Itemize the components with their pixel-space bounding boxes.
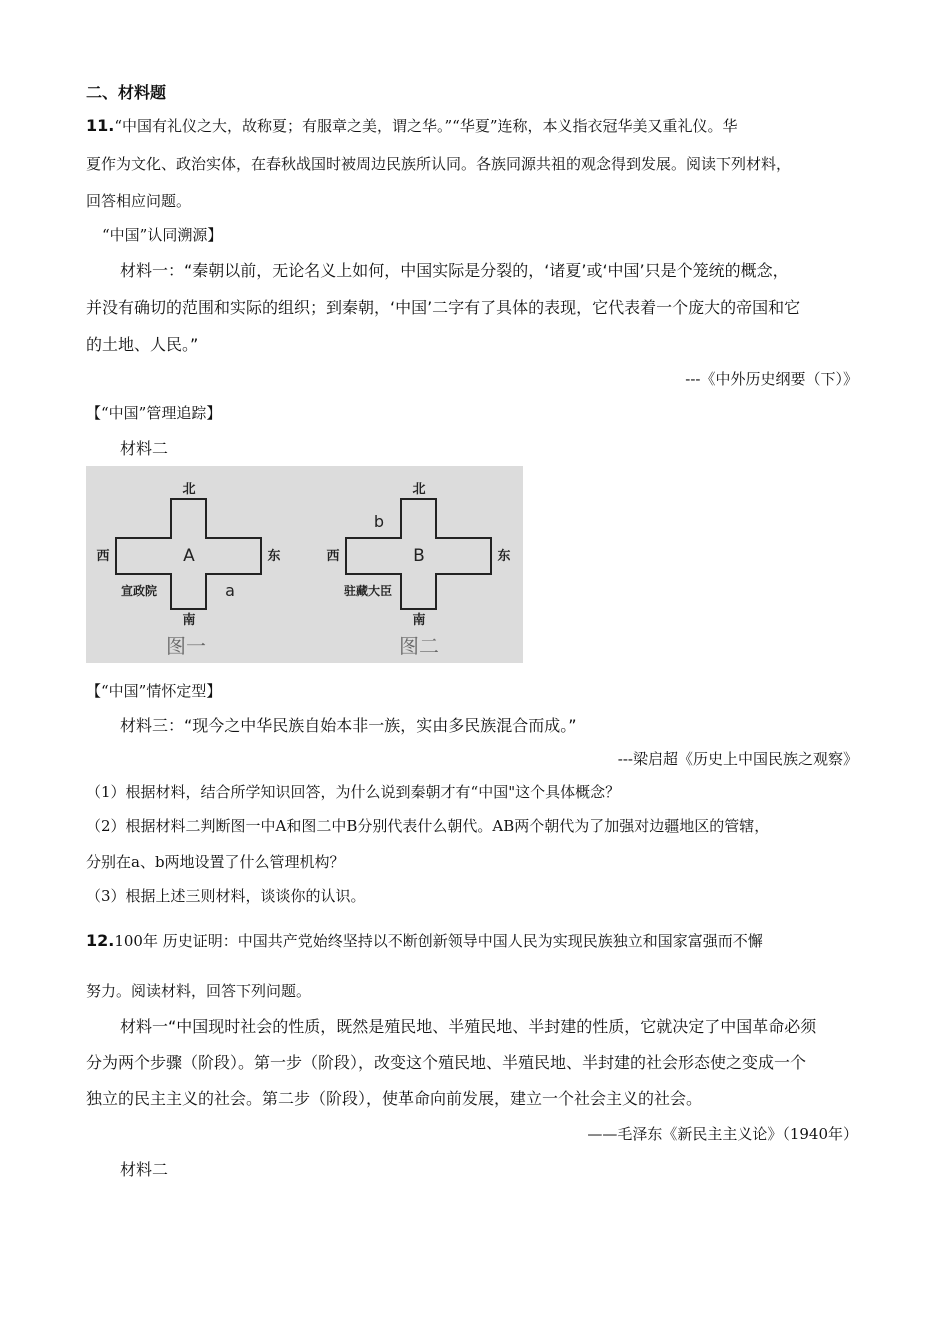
- fig1-north: 北: [182, 482, 196, 497]
- q11-m1-line3: 的土地、人民。”: [86, 335, 199, 354]
- fig1-south: 南: [182, 613, 196, 628]
- q11-question-1: （1）根据材料，结合所学知识回答，为什么说到秦朝才有“中国"这个具体概念？: [86, 783, 621, 801]
- q11-m1-line2: 并没有确切的范围和实际的组织；到秦朝，‘中国’二字有了具体的表现，它代表着一个庞大的帝国和它: [86, 298, 801, 317]
- q11-question-3: （3）根据上述三则材料，谈谈你的认识。: [86, 887, 366, 905]
- q11-m2-label: 材料二: [120, 439, 169, 458]
- fig2-corner-label: b: [373, 512, 385, 531]
- q11-sub1-title: “中国”认同溯源】: [102, 226, 223, 244]
- q11-m3-line1: 材料三：“现今之中华民族自始本非一族，实由多民族混合而成。”: [120, 716, 577, 735]
- q12-m2-label: 材料二: [120, 1160, 169, 1179]
- fig2-center-label: B: [413, 546, 425, 566]
- fig1-west: 西: [96, 549, 110, 564]
- fig2-org-label: 驻藏大臣: [343, 584, 393, 598]
- q12-m1-line2: 分为两个步骤（阶段）。第一步（阶段），改变这个殖民地、半殖民地、半封建的社会形态使之变成一个: [86, 1053, 807, 1072]
- q11-m1-source: ---《中外历史纲要（下）》: [685, 370, 858, 388]
- fig1-org-label: 宣政院: [120, 584, 158, 598]
- q12-m1-source: ——毛泽东《新民主主义论》（1940年）: [587, 1125, 858, 1143]
- q11-m3-source: ---梁启超《历史上中国民族之观察》: [617, 750, 858, 768]
- fig2-north: 北: [412, 482, 426, 497]
- fig2-caption: 图二: [399, 634, 439, 658]
- q12-intro-line2: 努力。阅读材料，回答下列问题。: [86, 982, 312, 1000]
- q11-intro-line3: 回答相应问题。: [86, 192, 192, 210]
- q11-question-2-line1: （2）根据材料二判断图一中A和图二中B分别代表什么朝代。AB两个朝代为了加强对边疆地区的管辖，: [86, 817, 770, 835]
- q12-number: 12.: [86, 931, 115, 950]
- fig1-caption: 图一: [166, 634, 206, 658]
- q11-intro-line2: 夏作为文化、政治实体，在春秋战国时被周边民族所认同。各族同源共祖的观念得到发展。阅读下列材料，: [86, 155, 792, 173]
- q12-m1-line1: 材料一“中国现时社会的性质，既然是殖民地、半殖民地、半封建的性质，它就决定了中国革命必须: [120, 1017, 817, 1036]
- fig1-center-label: A: [183, 546, 195, 566]
- fig1-east: 东: [267, 549, 281, 564]
- fig1-corner-label: a: [225, 581, 235, 600]
- q11-question-2-line2: 分别在a、b两地设置了什么管理机构？: [86, 853, 345, 871]
- fig2-south: 南: [412, 613, 426, 628]
- fig2-east: 东: [497, 549, 511, 564]
- q12-m1-line3: 独立的民主主义的社会。第二步（阶段），使革命向前发展，建立一个社会主义的社会。: [86, 1089, 703, 1108]
- q11-intro-line1: 11.“中国有礼仪之大，故称夏；有服章之美，谓之华。”“华夏”连称，本义指衣冠华美又重礼仪。华: [86, 116, 738, 135]
- q11-sub3-title: 【“中国”情怀定型】: [86, 682, 222, 700]
- q12-intro-line1: 12.100年 历史证明：中国共产党始终坚持以不断创新领导中国人民为实现民族独立和国家富强而不懈: [86, 931, 763, 950]
- q11-sub2-title: 【“中国”管理追踪】: [86, 404, 222, 422]
- section-title: 二、材料题: [86, 83, 167, 102]
- q11-m1-line1: 材料一：“秦朝以前，无论名义上如何，中国实际是分裂的，‘诸夏’或‘中国’只是个笼统的概念，: [120, 261, 789, 280]
- fig2-west: 西: [326, 549, 340, 564]
- material-figure: [86, 466, 523, 663]
- q11-number: 11.: [86, 116, 115, 135]
